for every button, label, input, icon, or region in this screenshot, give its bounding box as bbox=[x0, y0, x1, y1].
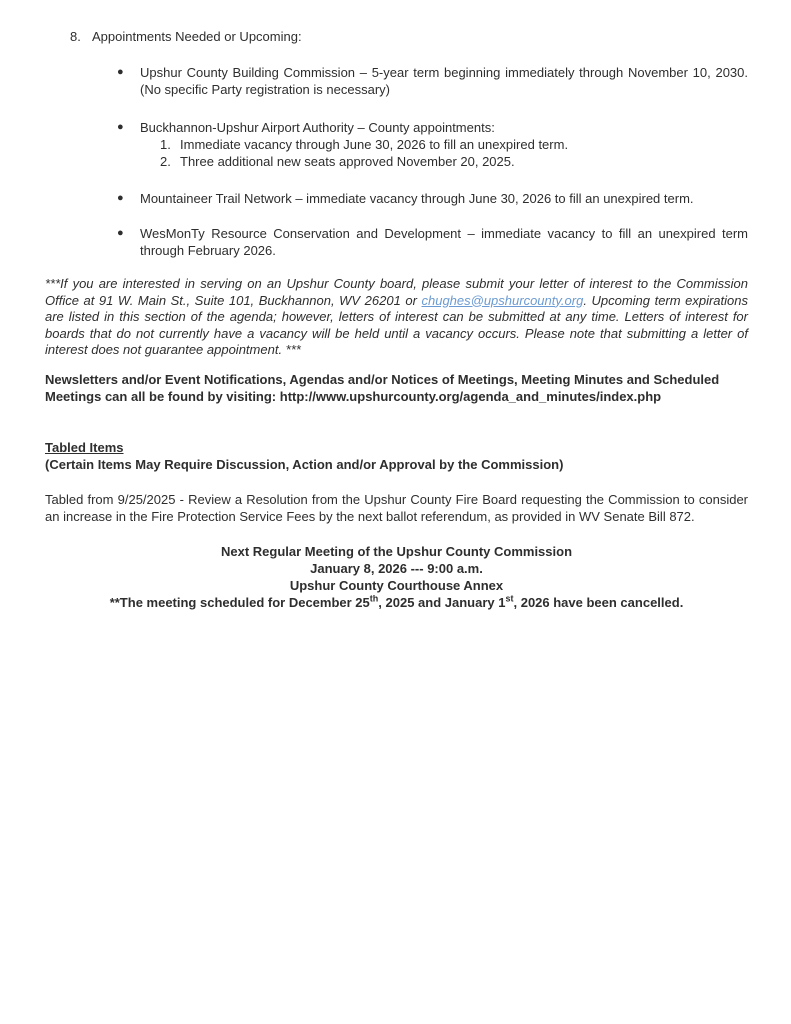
bullet-item-building-commission bbox=[45, 64, 748, 98]
sub-item-text: Three additional new seats approved November 20, 2025. bbox=[180, 154, 515, 169]
tabled-items-heading: Tabled Items bbox=[45, 439, 124, 455]
section-number: 8. bbox=[70, 29, 81, 44]
bullet-icon: ● bbox=[117, 227, 124, 239]
tabled-item-fire-board: Tabled from 9/25/2025 - Review a Resolution from the Upshur County Fire Board requesting the Commission to consider an increase in the Fire Protection Service Fees by the next ballot referendum, as provided in WV Senate Bill 872. bbox=[45, 491, 748, 524]
bullet-icon: ● bbox=[117, 121, 124, 133]
bullet-item-airport-authority bbox=[45, 119, 748, 136]
note-text-before: ***If you are interested in serving on an Upshur County board, please submit your letter of interest to the Commission Office at 91 W. Main St., Suite 101, Buckhannon, WV 26201 or bbox=[45, 276, 748, 308]
superscript-st: st bbox=[505, 593, 514, 604]
section-title: Appointments Needed or Upcoming: bbox=[92, 29, 302, 44]
sub-item-immediate-vacancy bbox=[45, 136, 748, 153]
bullet-item-mountaineer-trail bbox=[45, 190, 748, 207]
bullet-icon: ● bbox=[117, 66, 124, 78]
sub-item-new-seats bbox=[45, 153, 748, 170]
email-link[interactable]: chughes@upshurcounty.org bbox=[421, 292, 584, 308]
bullet-item-wesmonty bbox=[45, 225, 748, 259]
sub-item-number: 2. bbox=[160, 154, 171, 169]
bullet-text: Upshur County Building Commission – 5-year term beginning immediately through November 10, 2030. (No specific Party registration is necessary) bbox=[140, 65, 748, 97]
superscript-th: th bbox=[369, 593, 379, 604]
bullet-text: WesMonTy Resource Conservation and Development – immediate vacancy to fill an unexpired term through February 2026. bbox=[140, 226, 748, 258]
bullet-icon: ● bbox=[117, 192, 124, 204]
next-meeting-cancellation-note: **The meeting scheduled for December 25th, 2025 and January 1st, 2026 have been cancelled. bbox=[109, 593, 684, 610]
note-text-after: . Upcoming term expirations are listed in this section of the agenda; however, letters of interest can be submitted at any time. Letters of interest for boards that do not currently have a vacancy will be held until a vacancy occurs. Please note that submitting a letter of interest does not guarantee appointment. *** bbox=[45, 292, 748, 357]
next-meeting-block bbox=[45, 543, 748, 611]
sub-item-text: Immediate vacancy through June 30, 2026 to fill an unexpired term. bbox=[180, 137, 569, 152]
section-heading bbox=[45, 28, 748, 45]
bullet-text: Buckhannon-Upshur Airport Authority – County appointments: bbox=[140, 120, 495, 135]
bullet-text: Mountaineer Trail Network – immediate vacancy through June 30, 2026 to fill an unexpired term. bbox=[140, 191, 694, 206]
next-meeting-title: Next Regular Meeting of the Upshur County Commission bbox=[220, 543, 573, 559]
letter-of-interest-note bbox=[45, 276, 748, 359]
tabled-items-subheading: (Certain Items May Require Discussion, Action and/or Approval by the Commission) bbox=[45, 456, 564, 472]
newsletters-paragraph: Newsletters and/or Event Notifications, Agendas and/or Notices of Meetings, Meeting Minutes and Scheduled Meetings can all be found by visiting: http://www.upshurcounty.org/agenda_and_minutes/index.php bbox=[45, 371, 720, 404]
sub-item-number: 1. bbox=[160, 137, 171, 152]
next-meeting-datetime: January 8, 2026 --- 9:00 a.m. bbox=[310, 560, 483, 576]
next-meeting-location: Upshur County Courthouse Annex bbox=[289, 577, 504, 593]
